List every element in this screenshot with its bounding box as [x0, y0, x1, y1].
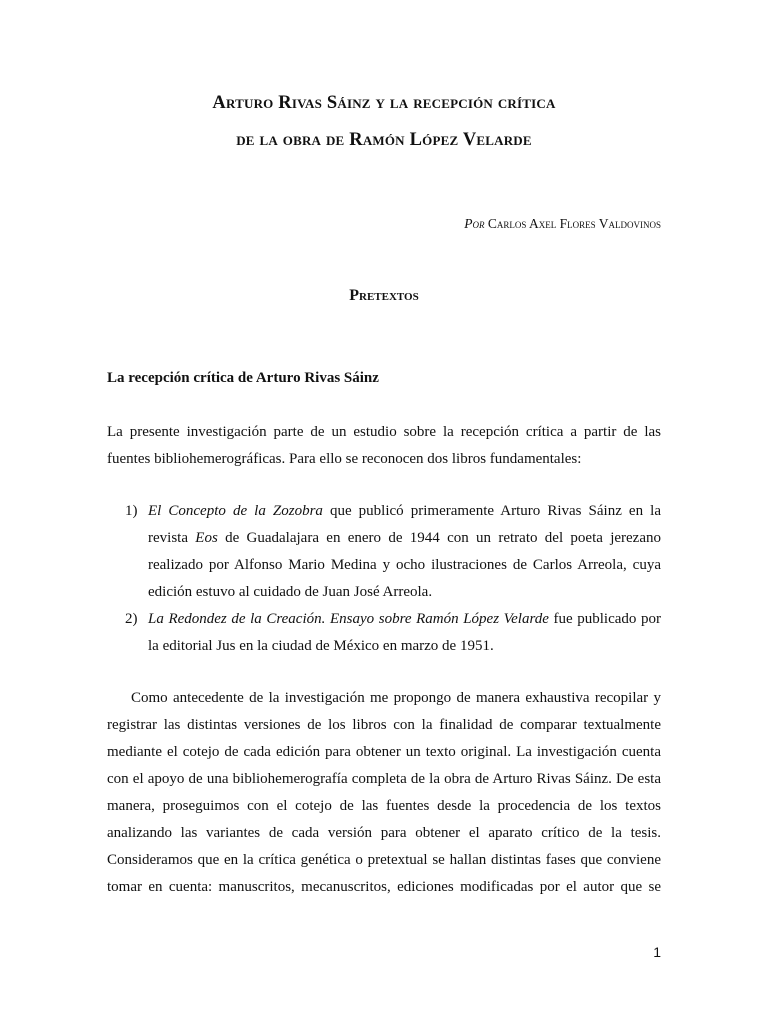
list-item: [125, 606, 661, 660]
list-text: fue publicado por: [548, 611, 661, 627]
body-line: tomar en cuenta: manuscritos, mecanuscritos, ediciones modificadas por el autor que se: [107, 879, 661, 895]
body-paragraph: [107, 685, 661, 901]
intro-paragraph: [107, 419, 661, 473]
list-number: 2): [125, 611, 138, 627]
body-line: manera, proseguimos con el cotejo de las fuentes desde la procedencia de los textos: [107, 798, 661, 814]
byline-author: Carlos Axel Flores Valdovinos: [487, 216, 661, 231]
document-title-line-2: de la obra de Ramón López Velarde: [236, 130, 532, 150]
body-line: registrar las distintas versiones de los libros con la finalidad de comparar textualmente: [107, 717, 661, 733]
byline-prefix: Por: [464, 216, 485, 231]
body-line: analizando las variantes de cada versión para obtener el aparato crítico de la tesis.: [107, 825, 661, 841]
author-byline: [464, 216, 661, 232]
list-item: [125, 498, 661, 606]
list-line: [148, 498, 661, 525]
intro-line: fuentes bibliohemerográficas. Para ello se reconocen dos libros fundamentales:: [107, 451, 582, 467]
intro-line: La presente investigación parte de un estudio sobre la recepción crítica a partir de las: [107, 424, 661, 440]
list-line: edición estuvo al cuidado de Juan José Arreola.: [148, 584, 433, 600]
list-line: realizado por Alfonso Mario Medina y ocho ilustraciones de Carlos Arreola, cuya: [148, 557, 661, 573]
list-line: [148, 606, 661, 633]
list-text: de Guadalajara en enero de 1944 con un retrato del poeta jerezano: [217, 530, 661, 546]
body-line: Como antecedente de la investigación me propongo de manera exhaustiva recopilar y: [131, 690, 661, 706]
list-text: revista: [148, 530, 196, 546]
document-title-line-1: Arturo Rivas Sáinz y la recepción crítica: [212, 93, 556, 113]
numbered-list: [125, 498, 661, 660]
list-line: la editorial Jus en la ciudad de México en marzo de 1951.: [148, 638, 494, 654]
book-title: La Redondez de la Creación. Ensayo sobre Ramón López Velarde: [148, 611, 549, 627]
body-line: con el apoyo de una bibliohemerografía completa de la obra de Arturo Rivas Sáinz. De esta: [107, 771, 661, 787]
body-line: Consideramos que en la crítica genética o pretextual se hallan distintas fases que conviene: [107, 852, 661, 868]
list-line: [148, 525, 661, 552]
list-text: que publicó primeramente Arturo Rivas Sáinz en la: [322, 503, 661, 519]
list-number: 1): [125, 503, 138, 519]
book-title: El Concepto de la Zozobra: [148, 503, 323, 519]
subsection-heading: La recepción crítica de Arturo Rivas Sáinz: [107, 370, 379, 386]
journal-title: Eos: [195, 530, 218, 546]
section-heading: Pretextos: [349, 287, 419, 304]
page-number: 1: [653, 944, 661, 960]
body-line: mediante el cotejo de cada edición para obtener un texto original. La investigación cuenta: [107, 744, 661, 760]
